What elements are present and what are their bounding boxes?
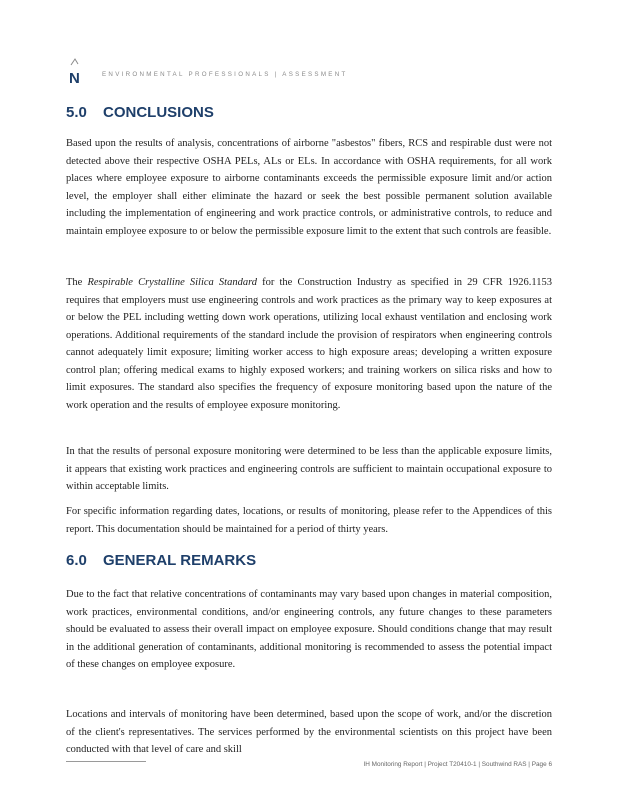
conclusions-paragraph-1: Based upon the results of analysis, concentrations of airborne "asbestos" fibers, RCS and respirable dust were not detected above their respective OSHA PELs, ALs or ELs. In accordance with OSHA requirements, for all work places where employee exposure to airborne contaminants exceeds the permissible exposure limit and/or action level, the employer shall either eliminate the hazard or seek the best possible permanent solution available including the implementation of engineering and work practice controls, or administrative controls, to reduce and maintain employee exposure to or below the permissible exposure limit to the extent that such controls are feasible. <box>66 138 552 237</box>
section-heading-general-remarks <box>66 552 256 569</box>
page-header <box>66 56 566 86</box>
paragraph-intro: The <box>66 277 88 288</box>
footer-text: IH Monitoring Report | Project T20410-1 | Southwind RAS | Page 6 <box>363 761 552 768</box>
section-title: CONCLUSIONS <box>103 104 214 121</box>
section-number: 6.0 <box>66 552 87 569</box>
footer-divider <box>66 761 146 762</box>
remarks-paragraph-1: Due to the fact that relative concentrations of contaminants may vary based upon changes in material composition, work practices, environmental conditions, and/or engineering controls, any future changes to these parameters should be evaluated to assess their overall impact on employee exposure. Should conditions change that may result in the additional generation of contaminants, additional monitoring is recommended to assess the potential impact of these changes on employee exposure. <box>66 589 552 670</box>
section-heading-conclusions <box>66 104 214 121</box>
svg-text:N: N <box>69 70 80 86</box>
silica-standard-title: Respirable Crystalline Silica Standard <box>87 277 258 288</box>
conclusions-paragraph-2 <box>66 274 552 414</box>
conclusions-paragraph-3: In that the results of personal exposure monitoring were determined to be less than the applicable exposure limits, it appears that existing work practices and engineering controls are sufficient to maintain occupational exposure to within acceptable limits. <box>66 446 552 492</box>
section-title: GENERAL REMARKS <box>103 552 257 569</box>
remarks-paragraph-2: Locations and intervals of monitoring have been determined, based upon the scope of work, and/or the discretion of the client's representatives. The services performed by the environmental scientists on this project have been conducted with that level of care and skill <box>66 709 552 755</box>
conclusions-paragraph-4: For specific information regarding dates, locations, or results of monitoring, please refer to the Appendices of this report. This documentation should be maintained for a period of thirty years. <box>66 506 552 535</box>
paragraph-body: for the Construction Industry as specified in 29 CFR 1926.1153 requires that employers must use engineering controls and work practices as the primary way to keep exposures at or below the PEL including wetting down work operations, utilizing local exhaust ventilation and enclosing work operations. Additional requirements of the standard include the provision of respirators when engineering controls cannot adequately limit exposure; limiting worker access to high exposure areas; developing a written exposure control plan; offering medical exams to highly exposed workers; and training workers on silica risks and how to limit exposures. The standard also specifies the frequency of exposure monitoring based upon the nature of the work operation and the results of employee exposure monitoring. <box>66 277 552 411</box>
section-number: 5.0 <box>66 104 87 121</box>
header-text: ENVIRONMENTAL PROFESSIONALS | ASSESSMENT <box>102 71 348 78</box>
company-logo-icon <box>66 56 88 86</box>
